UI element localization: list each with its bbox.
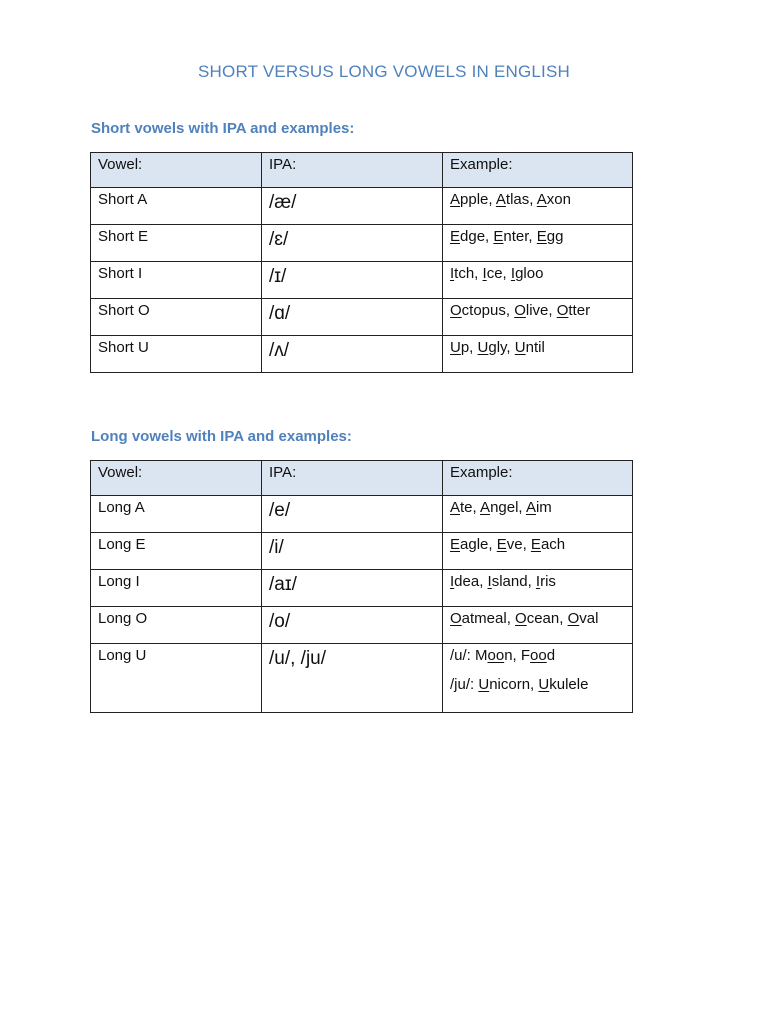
ipa-cell: /e/ bbox=[262, 496, 443, 533]
example-text: p, bbox=[460, 339, 478, 356]
table-header-row bbox=[91, 461, 633, 496]
ipa-cell: /ɑ/ bbox=[262, 299, 443, 336]
table-row bbox=[91, 570, 633, 607]
table-row bbox=[91, 336, 633, 373]
vowel-cell: Short E bbox=[91, 225, 262, 262]
example-line bbox=[450, 191, 625, 209]
example-cell bbox=[443, 533, 633, 570]
example-cell bbox=[443, 225, 633, 262]
vowel-cell: Short U bbox=[91, 336, 262, 373]
example-text: gg bbox=[546, 228, 564, 245]
example-text: tter bbox=[568, 302, 591, 319]
example-text: ngel, bbox=[490, 499, 526, 516]
column-header: IPA: bbox=[262, 461, 443, 496]
example-text: tch, bbox=[454, 265, 483, 282]
example-text: nicorn, bbox=[489, 676, 539, 693]
example-line bbox=[450, 339, 625, 357]
example-line bbox=[450, 499, 625, 517]
underlined-vowel: I bbox=[450, 265, 455, 282]
example-text: d bbox=[546, 647, 556, 664]
underlined-vowel: A bbox=[450, 191, 461, 208]
ipa-cell: /aɪ/ bbox=[262, 570, 443, 607]
ipa-cell: /u/, /ju/ bbox=[262, 644, 443, 713]
underlined-vowel: U bbox=[478, 676, 490, 693]
example-cell bbox=[443, 644, 633, 713]
underlined-vowel: U bbox=[450, 339, 461, 356]
example-text: tlas, bbox=[505, 191, 537, 208]
column-header: Example: bbox=[443, 153, 633, 188]
example-text: /ju/: bbox=[450, 676, 479, 693]
underlined-vowel: E bbox=[493, 228, 504, 245]
example-text: sland, bbox=[491, 573, 536, 590]
example-line bbox=[450, 610, 625, 628]
table-row bbox=[91, 607, 633, 644]
example-text: xon bbox=[546, 191, 571, 208]
underlined-vowel: oo bbox=[530, 647, 547, 664]
vowel-cell: Long I bbox=[91, 570, 262, 607]
ipa-cell: /i/ bbox=[262, 533, 443, 570]
example-line bbox=[450, 302, 625, 320]
example-text: dea, bbox=[454, 573, 488, 590]
example-text: nter, bbox=[503, 228, 537, 245]
example-line bbox=[450, 647, 625, 665]
example-cell bbox=[443, 496, 633, 533]
underlined-vowel: A bbox=[450, 499, 461, 516]
example-text: n, F bbox=[504, 647, 531, 664]
underlined-vowel: I bbox=[535, 573, 541, 590]
underlined-vowel: A bbox=[536, 191, 547, 208]
underlined-vowel: I bbox=[450, 573, 455, 590]
underlined-vowel: I bbox=[482, 265, 487, 282]
example-text: ntil bbox=[525, 339, 545, 356]
vowel-cell: Long O bbox=[91, 607, 262, 644]
table-row bbox=[91, 262, 633, 299]
ipa-cell: /ɛ/ bbox=[262, 225, 443, 262]
underlined-vowel: oo bbox=[487, 647, 505, 664]
example-cell bbox=[443, 188, 633, 225]
example-line bbox=[450, 228, 625, 246]
example-text: agle, bbox=[460, 536, 497, 553]
ipa-cell: /o/ bbox=[262, 607, 443, 644]
short-vowels-heading: Short vowels with IPA and examples: bbox=[91, 120, 355, 137]
underlined-vowel: E bbox=[530, 536, 541, 553]
vowel-cell: Long U bbox=[91, 644, 262, 713]
vowel-cell: Long E bbox=[91, 533, 262, 570]
table-header-row bbox=[91, 153, 633, 188]
table-row bbox=[91, 225, 633, 262]
table-row bbox=[91, 299, 633, 336]
underlined-vowel: A bbox=[480, 499, 491, 516]
example-line bbox=[450, 573, 625, 591]
vowel-cell: Short O bbox=[91, 299, 262, 336]
long-vowels-heading: Long vowels with IPA and examples: bbox=[91, 428, 352, 445]
underlined-vowel: O bbox=[450, 302, 462, 319]
vowel-cell: Long A bbox=[91, 496, 262, 533]
example-cell bbox=[443, 607, 633, 644]
table-row bbox=[91, 533, 633, 570]
example-cell bbox=[443, 262, 633, 299]
table-row bbox=[91, 644, 633, 713]
example-cell bbox=[443, 336, 633, 373]
underlined-vowel: A bbox=[525, 499, 536, 516]
column-header: Vowel: bbox=[91, 153, 262, 188]
example-line bbox=[450, 265, 625, 283]
example-text: im bbox=[535, 499, 552, 516]
underlined-vowel: E bbox=[496, 536, 507, 553]
example-cell bbox=[443, 299, 633, 336]
column-header: Example: bbox=[443, 461, 633, 496]
underlined-vowel: A bbox=[495, 191, 506, 208]
underlined-vowel: U bbox=[477, 339, 489, 356]
underlined-vowel: O bbox=[450, 610, 462, 627]
underlined-vowel: I bbox=[487, 573, 492, 590]
example-text: cean, bbox=[526, 610, 568, 627]
underlined-vowel: O bbox=[515, 610, 527, 627]
long-vowels-table bbox=[90, 460, 633, 713]
underlined-vowel: U bbox=[514, 339, 526, 356]
example-text: ach bbox=[540, 536, 566, 553]
example-text: pple, bbox=[460, 191, 496, 208]
underlined-vowel: O bbox=[556, 302, 569, 319]
underlined-vowel: O bbox=[514, 302, 526, 319]
vowel-cell: Short I bbox=[91, 262, 262, 299]
underlined-vowel: O bbox=[567, 610, 580, 627]
short-vowels-table bbox=[90, 152, 633, 373]
ipa-cell: /ʌ/ bbox=[262, 336, 443, 373]
example-text: gloo bbox=[515, 265, 544, 282]
example-text: ctopus, bbox=[461, 302, 515, 319]
ipa-cell: /ɪ/ bbox=[262, 262, 443, 299]
example-text: ve, bbox=[506, 536, 531, 553]
example-text: live, bbox=[525, 302, 557, 319]
example-text: val bbox=[579, 610, 599, 627]
example-line bbox=[450, 676, 625, 694]
underlined-vowel: E bbox=[450, 228, 461, 245]
example-text: ris bbox=[540, 573, 556, 590]
example-text: atmeal, bbox=[461, 610, 516, 627]
example-text: dge, bbox=[460, 228, 494, 245]
underlined-vowel: U bbox=[538, 676, 550, 693]
vowel-cell: Short A bbox=[91, 188, 262, 225]
example-cell bbox=[443, 570, 633, 607]
ipa-cell: /æ/ bbox=[262, 188, 443, 225]
table-row bbox=[91, 188, 633, 225]
example-text: te, bbox=[460, 499, 481, 516]
table-row bbox=[91, 496, 633, 533]
example-text: gly, bbox=[488, 339, 515, 356]
example-line bbox=[450, 536, 625, 554]
underlined-vowel: E bbox=[450, 536, 461, 553]
column-header: IPA: bbox=[262, 153, 443, 188]
underlined-vowel: E bbox=[536, 228, 547, 245]
example-text: ce, bbox=[486, 265, 511, 282]
underlined-vowel: I bbox=[510, 265, 516, 282]
example-text: kulele bbox=[549, 676, 589, 693]
column-header: Vowel: bbox=[91, 461, 262, 496]
example-text: /u/: M bbox=[450, 647, 488, 664]
page-title: SHORT VERSUS LONG VOWELS IN ENGLISH bbox=[198, 62, 570, 81]
